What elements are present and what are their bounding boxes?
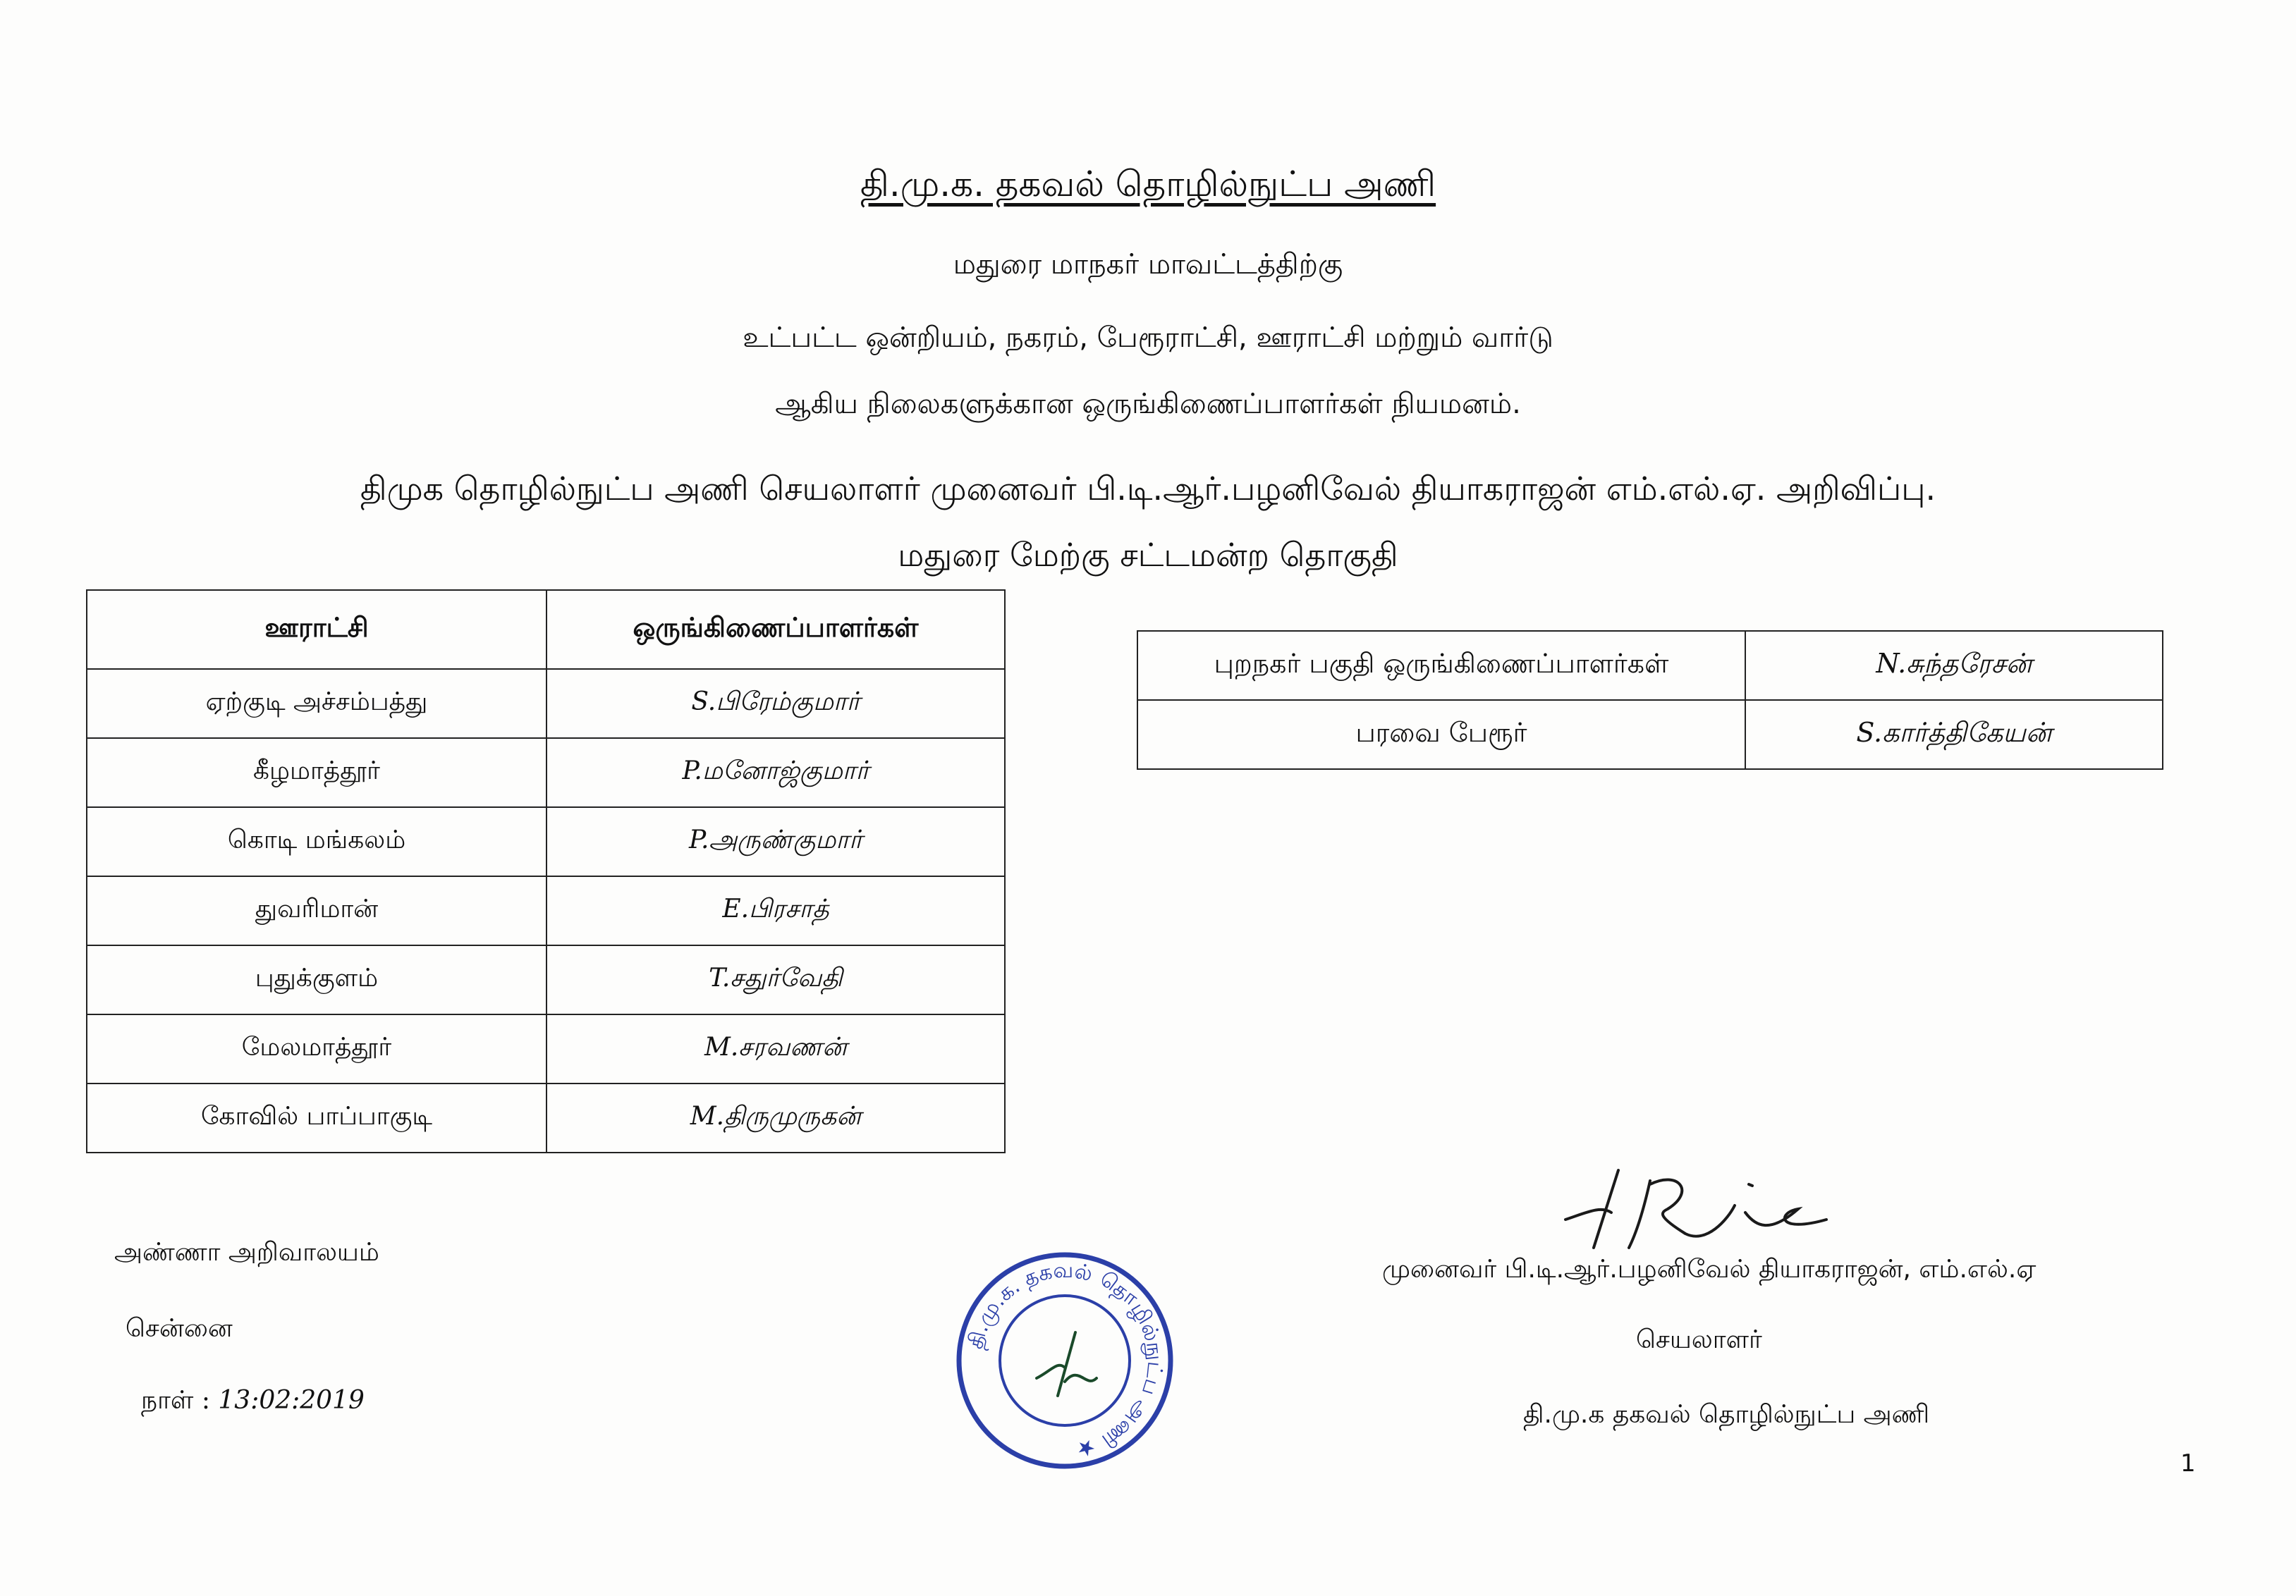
constituency-line: மதுரை மேற்கு சட்டமன்ற தொகுதி (898, 536, 1398, 574)
column-header-coordinators: ஒருங்கிணைப்பாளர்கள் (546, 590, 1005, 669)
signatory-name: முனைவர் பி.டி.ஆர்.பழனிவேல் தியாகராஜன், எம்.எல்.ஏ (1382, 1255, 2037, 1284)
levels-line: உட்பட்ட ஒன்றியம், நகரம், பேரூராட்சி, ஊராட்சி மற்றும் வார்டு (743, 321, 1553, 354)
column-header-panchayat: ஊராட்சி (87, 590, 546, 669)
coordinator-cell: M.திருமுருகன் (546, 1084, 1005, 1153)
table-row (87, 1014, 1005, 1084)
organization-seal (952, 1248, 1178, 1473)
table-row (87, 945, 1005, 1014)
coordinator-cell: P.அருண்குமார் (546, 807, 1005, 876)
table-row (1137, 700, 2163, 769)
table-row (1137, 631, 2163, 700)
coordinator-cell: S.கார்த்திகேயன் (1745, 700, 2163, 769)
date-value: 13:02:2019 (218, 1386, 365, 1415)
signatory-role: செயலாளர் (1636, 1325, 1762, 1354)
panchayat-coordinators-table (86, 589, 1006, 1153)
table-row (87, 876, 1005, 945)
table-row (87, 669, 1005, 738)
signatory-org: தி.மு.க தகவல் தொழில்நுட்ப அணி (1523, 1400, 1930, 1429)
date-label: நாள் : (141, 1386, 219, 1415)
place-cell: புதுக்குளம் (87, 945, 546, 1014)
place-cell: கீழமாத்தூர் (87, 738, 546, 807)
coordinator-cell: S.பிரேம்குமார் (546, 669, 1005, 738)
handwritten-signature (1544, 1142, 1840, 1262)
place-cell: துவரிமான் (87, 876, 546, 945)
place-cell: புறநகர் பகுதி ஒருங்கிணைப்பாளர்கள் (1137, 631, 1745, 700)
suburban-coordinators-table (1137, 630, 2163, 770)
table-header-row (87, 590, 1005, 669)
table-row (87, 807, 1005, 876)
svg-text:தி.மு.க. தகவல் தொழில்நுட்ப அணி: தி.மு.க. தகவல் தொழில்நுட்ப அணி ★ (963, 1258, 1168, 1463)
table-row (87, 738, 1005, 807)
office-name: அண்ணா அறிவாலயம் (114, 1238, 379, 1267)
district-line: மதுரை மாநகர் மாவட்டத்திற்கு (953, 248, 1343, 281)
coordinator-cell: M.சரவணன் (546, 1014, 1005, 1084)
page-number: 1 (2180, 1449, 2196, 1478)
date-line (141, 1386, 365, 1418)
place-cell: மேலமாத்தூர் (87, 1014, 546, 1084)
coordinator-cell: N.சுந்தரேசன் (1745, 631, 2163, 700)
appointment-line: ஆகிய நிலைகளுக்கான ஒருங்கிணைப்பாளர்கள் நியமனம். (775, 388, 1521, 420)
city-name: சென்னை (126, 1314, 233, 1343)
table-row (87, 1084, 1005, 1153)
place-cell: ஏற்குடி அச்சம்பத்து (87, 669, 546, 738)
place-cell: பரவை பேரூர் (1137, 700, 1745, 769)
document-title: தி.மு.க. தகவல் தொழில்நுட்ப அணி (860, 164, 1436, 204)
announcement-line: திமுக தொழில்நுட்ப அணி செயலாளர் முனைவர் பி.டி.ஆர்.பழனிவேல் தியாகராஜன் எம்.எல்.ஏ. அறிவிப்பு. (360, 469, 1936, 508)
coordinator-cell: E.பிரசாத் (546, 876, 1005, 945)
coordinator-cell: P.மனோஜ்குமார் (546, 738, 1005, 807)
coordinator-cell: T.சதுர்வேதி (546, 945, 1005, 1014)
place-cell: கொடி மங்கலம் (87, 807, 546, 876)
place-cell: கோவில் பாப்பாகுடி (87, 1084, 546, 1153)
